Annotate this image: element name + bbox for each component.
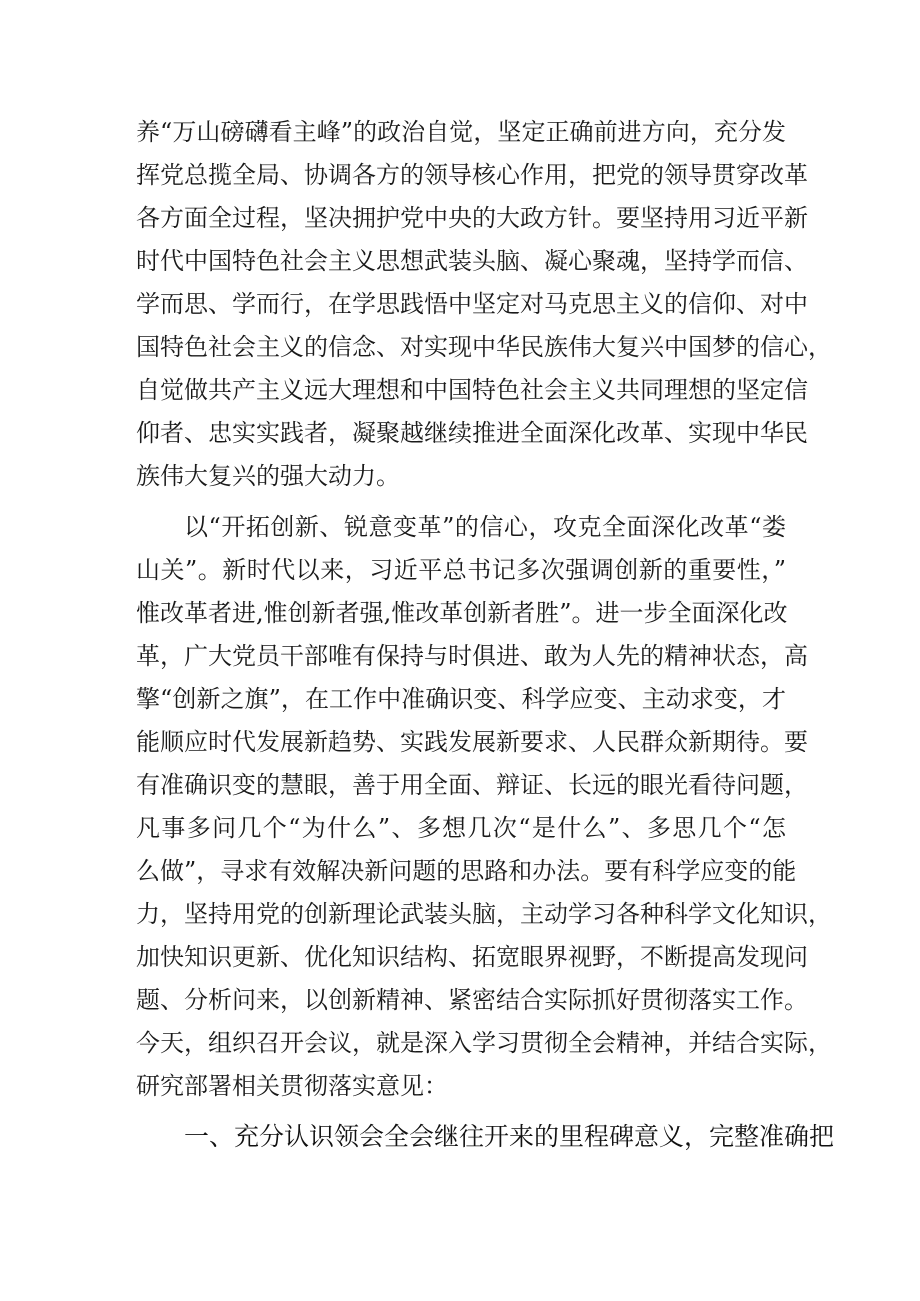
paragraph-line: 以“开拓创新、锐意变革”的信心，攻克全面深化改革“娄 <box>184 513 786 541</box>
paragraph-line: 擎“创新之旗”，在工作中准确识变、科学应变、主动求变，才 <box>136 685 786 713</box>
paragraph-line: 么做”，寻求有效解决新问题的思路和办法。要有科学应变的能 <box>136 857 797 885</box>
paragraph-line: 族伟大复兴的强大动力。 <box>136 462 400 490</box>
paragraph-line: 山关”。新时代以来，习近平总书记多次强调创新的重要性，” <box>136 556 786 584</box>
paragraph-line: 仰者、忠实实践者，凝聚越继续推进全面深化改革、实现中华民 <box>136 419 808 447</box>
paragraph-line: 力，坚持用党的创新理论武装头脑，主动学习各种科学文化知识， <box>136 900 832 928</box>
paragraph-line: 革，广大党员干部唯有保持与时俱进、敢为人先的精神状态，高 <box>136 642 808 670</box>
paragraph-line: 自觉做共产主义远大理想和中国特色社会主义共同理想的坚定信 <box>136 376 808 404</box>
paragraph-line: 国特色社会主义的信念、对实现中华民族伟大复兴中国梦的信心， <box>136 333 832 361</box>
paragraph-line: 学而思、学而行，在学思践悟中坚定对马克思主义的信仰、对中 <box>136 290 808 318</box>
paragraph-line: 研究部署相关贯彻落实意见： <box>136 1072 448 1100</box>
paragraph-line: 今天，组织召开会议，就是深入学习贯彻全会精神，并结合实际， <box>136 1029 832 1057</box>
paragraph-line: 题、分析问来，以创新精神、紧密结合实际抓好贯彻落实工作。 <box>136 986 808 1014</box>
paragraph-line: 时代中国特色社会主义思想武装头脑、凝心聚魂，坚持学而信、 <box>136 247 808 275</box>
paragraph-line: 惟改革者进,惟创新者强,惟改革创新者胜”。进一步全面深化改 <box>136 599 788 627</box>
paragraph-line: 凡事多问几个“为什么”、多想几次“是什么”、多思几个“怎 <box>136 814 786 842</box>
paragraph-line: 能顺应时代发展新趋势、实践发展新要求、人民群众新期待。要 <box>136 728 808 756</box>
section-heading: 一、充分认识领会全会继往开来的里程碑意义，完整准确把 <box>184 1122 835 1151</box>
paragraph-line: 加快知识更新、优化知识结构、拓宽眼界视野，不断提高发现问 <box>136 943 808 971</box>
paragraph-line: 各方面全过程，坚决拥护党中央的大政方针。要坚持用习近平新 <box>136 204 808 232</box>
paragraph-line: 养“万山磅礴看主峰”的政治自觉，坚定正确前进方向，充分发 <box>136 118 786 146</box>
paragraph-line: 挥党总揽全局、协调各方的领导核心作用，把党的领导贯穿改革 <box>136 161 808 189</box>
paragraph-line: 有准确识变的慧眼，善于用全面、辩证、长远的眼光看待问题， <box>136 771 808 799</box>
